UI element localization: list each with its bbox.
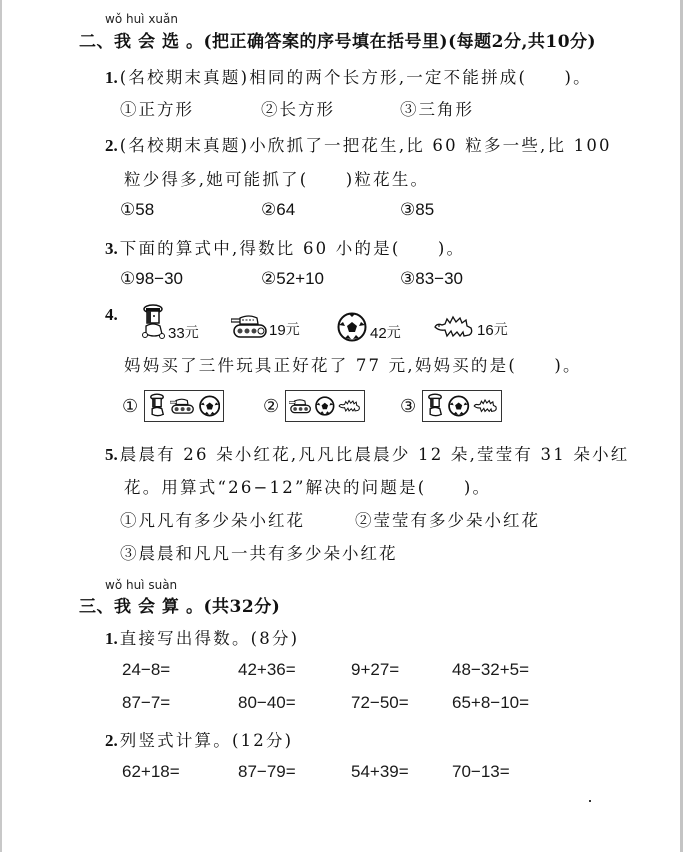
calc-item: 24−8= <box>122 660 171 679</box>
section3-part-1 <box>105 625 299 649</box>
q2-option-1[interactable]: ①58 <box>120 200 155 219</box>
q2-option-2[interactable]: ②64 <box>261 200 296 219</box>
question-5 <box>105 441 630 465</box>
q5-option-2[interactable]: ②莹莹有多少朵小红花 <box>355 511 540 530</box>
question-text: 下面的算式中,得数比 60 小的是( )。 <box>119 239 466 258</box>
calc-item: 54+39= <box>351 762 409 781</box>
section3-part-2 <box>105 727 293 751</box>
question-4-text: 妈妈买了三件玩具正好花了 77 元,妈妈买的是( )。 <box>124 356 582 375</box>
dinosaur-icon <box>433 315 475 339</box>
toy-price: 42 <box>370 325 387 342</box>
part-number: 2. <box>105 731 118 750</box>
section2-prefix: 二、 <box>79 32 114 52</box>
q4-option-3-box[interactable] <box>422 390 502 422</box>
calc-item: 62+18= <box>122 762 180 781</box>
part-title: 直接写出得数。(8分) <box>119 629 300 648</box>
toy-price: 33 <box>168 325 185 342</box>
q5-option-3[interactable]: ③晨晨和凡凡一共有多少朵小红花 <box>120 544 398 563</box>
toy-soccer-ball <box>337 312 401 342</box>
calc-item: 48−32+5= <box>452 660 530 679</box>
calc-item: 87−7= <box>122 693 171 712</box>
calc-item: 65+8−10= <box>452 693 530 712</box>
q1-option-2[interactable]: ②长方形 <box>261 100 335 119</box>
soccer-ball-icon <box>448 395 469 417</box>
toy-unit: 元 <box>285 322 300 338</box>
question-number: 5. <box>105 445 118 464</box>
question-number: 1. <box>105 68 118 87</box>
section2-keyword: 我会选 <box>114 32 186 52</box>
question-1 <box>105 64 592 88</box>
question-number: 3. <box>105 239 118 258</box>
page-left-edge <box>0 0 2 852</box>
question-5-line2: 花。用算式“26−12”解决的问题是( )。 <box>124 478 492 497</box>
section2-pinyin: wǒ huì xuǎn <box>105 12 178 26</box>
section3-keyword: 我会算 <box>114 597 186 617</box>
q4-option-3-label[interactable]: ③ <box>400 396 417 417</box>
section2-title <box>79 27 596 52</box>
section3-title <box>79 592 280 617</box>
calc-item: 80−40= <box>238 693 296 712</box>
section2-instruction: 。(把正确答案的序号填在括号里)(每题2分,共10分) <box>186 32 597 52</box>
calc-item: 87−79= <box>238 762 296 781</box>
toy-unit: 元 <box>386 325 401 341</box>
toy-unit: 元 <box>493 322 508 338</box>
q4-option-1-label[interactable]: ① <box>122 396 139 417</box>
tank-icon <box>170 398 195 415</box>
calc-item: 42+36= <box>238 660 296 679</box>
toy-unit: 元 <box>184 325 199 341</box>
page-right-edge <box>680 0 683 852</box>
question-number: 4. <box>105 305 118 324</box>
toy-tank <box>231 315 300 339</box>
question-text: (名校期末真题)相同的两个长方形,一定不能拼成( )。 <box>119 68 592 87</box>
toy-price: 19 <box>269 322 286 339</box>
toy-doll <box>140 302 199 342</box>
q2-option-3[interactable]: ③85 <box>400 200 435 219</box>
toy-dinosaur <box>433 315 508 339</box>
question-4 <box>105 305 120 325</box>
question-3 <box>105 235 465 259</box>
section3-pinyin: wǒ huì suàn <box>105 578 178 592</box>
doll-icon <box>426 392 445 420</box>
question-text-line1: 晨晨有 26 朵小红花,凡凡比晨晨少 12 朵,莹莹有 31 朵小红 <box>119 445 630 464</box>
soccer-ball-icon <box>315 395 335 417</box>
doll-icon <box>148 392 167 420</box>
toy-price: 16 <box>477 322 494 339</box>
part-number: 1. <box>105 629 118 648</box>
part-title: 列竖式计算。(12分) <box>119 731 294 750</box>
q4-option-2-label[interactable]: ② <box>263 396 280 417</box>
stray-dot <box>589 800 591 802</box>
soccer-ball-icon <box>337 312 367 342</box>
dinosaur-icon <box>338 398 361 414</box>
q4-option-2-box[interactable] <box>285 390 365 422</box>
calc-item: 70−13= <box>452 762 510 781</box>
doll-icon <box>140 302 168 342</box>
soccer-ball-icon <box>199 395 220 417</box>
question-2-line2: 粒少得多,她可能抓了( )粒花生。 <box>124 170 430 189</box>
q3-option-1[interactable]: ①98−30 <box>120 269 183 288</box>
section3-prefix: 三、 <box>79 597 114 617</box>
q1-option-1[interactable]: ①正方形 <box>120 100 194 119</box>
section3-instruction: 。(共32分) <box>186 597 281 617</box>
q1-option-3[interactable]: ③三角形 <box>400 100 474 119</box>
tank-icon <box>231 315 269 339</box>
q3-option-2[interactable]: ②52+10 <box>261 269 324 288</box>
q5-option-1[interactable]: ①凡凡有多少朵小红花 <box>120 511 305 530</box>
question-text-line1: (名校期末真题)小欣抓了一把花生,比 60 粒多一些,比 100 <box>119 136 612 155</box>
q4-option-1-box[interactable] <box>144 390 224 422</box>
calc-item: 72−50= <box>351 693 409 712</box>
question-2 <box>105 132 612 156</box>
dinosaur-icon <box>473 398 498 414</box>
question-number: 2. <box>105 136 118 155</box>
q3-option-3[interactable]: ③83−30 <box>400 269 463 288</box>
calc-item: 9+27= <box>351 660 400 679</box>
tank-icon <box>289 398 312 415</box>
